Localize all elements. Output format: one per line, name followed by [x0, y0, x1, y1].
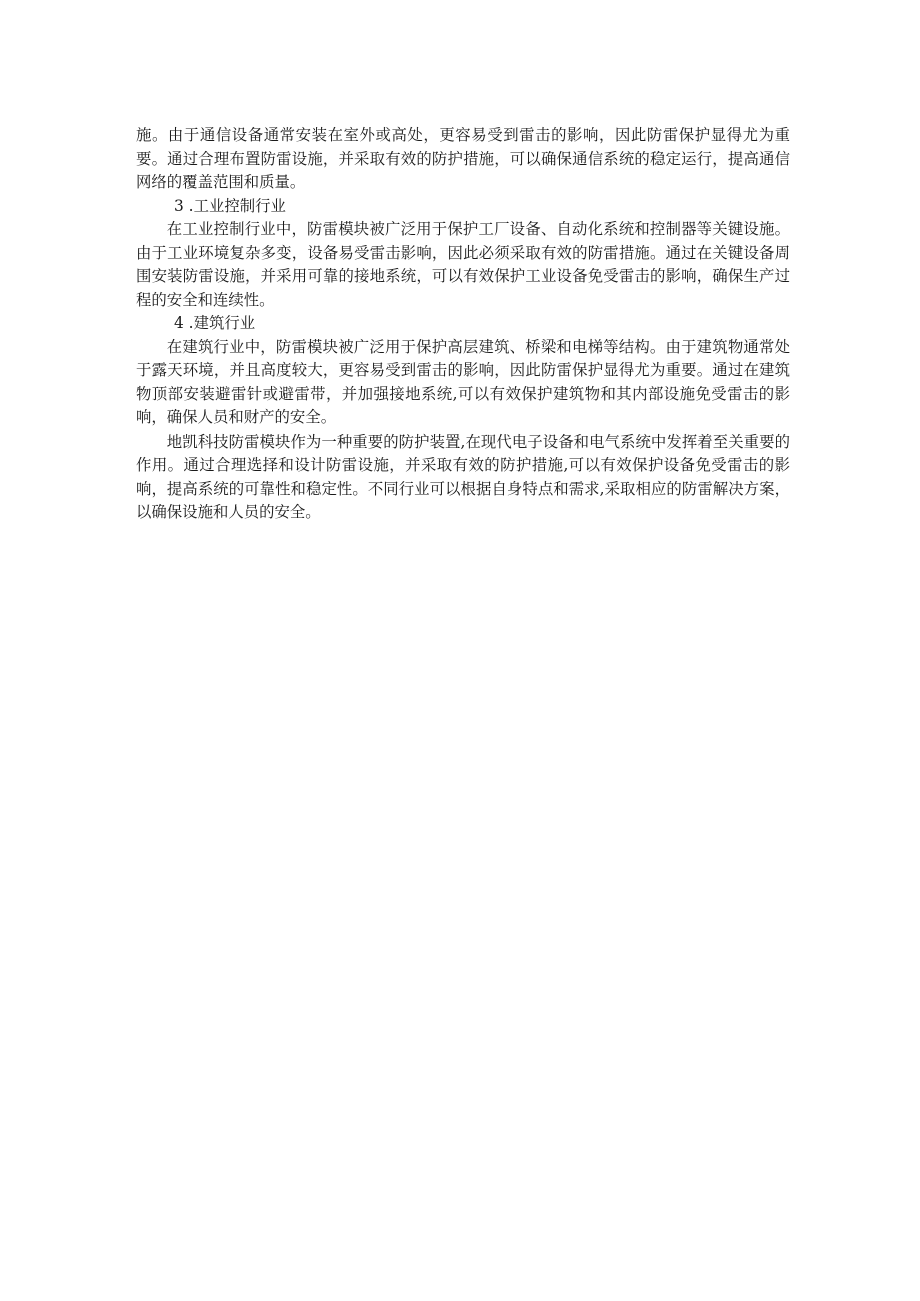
summary-paragraph: 地凯科技防雷模块作为一种重要的防护装置,在现代电子设备和电气系统中发挥着至关重要的作用。通过合理选择和设计防雷设施，并采取有效的防护措施,可以有效保护设备免受雷击的影响，提高系统的可靠性和稳定性。不同行业可以根据自身特点和需求,采取相应的防雷解决方案，以确保设施和人员的安全。: [136, 432, 790, 521]
section-heading-industrial-control: 3 .工业控制行业: [174, 196, 286, 215]
construction-paragraph: 在建筑行业中，防雷模块被广泛用于保护高层建筑、桥梁和电梯等结构。由于建筑物通常处于露天环境，并且高度较大，更容易受到雷击的影响，因此防雷保护显得尤为重要。通过在建筑物顶部安装避雷针或避雷带，并加强接地系统,可以有效保护建筑物和其内部设施免受雷击的影响，确保人员和财产的安全。: [136, 337, 790, 426]
industrial-control-paragraph: 在工业控制行业中，防雷模块被广泛用于保护工厂设备、自动化系统和控制器等关键设施。由于工业环境复杂多变，设备易受雷击影响，因此必须采取有效的防雷措施。通过在关键设备周围安装防雷设施，并采用可靠的接地系统，可以有效保护工业设备免受雷击的影响，确保生产过程的安全和连续性。: [136, 220, 790, 309]
continued-paragraph: 施。由于通信设备通常安装在室外或高处，更容易受到雷击的影响，因此防雷保护显得尤为重要。通过合理布置防雷设施，并采取有效的防护措施，可以确保通信系统的稳定运行，提高通信网络的覆盖范围和质量。: [136, 126, 790, 191]
section-heading-construction: 4 .建筑行业: [174, 314, 256, 332]
document-body: [136, 124, 790, 525]
